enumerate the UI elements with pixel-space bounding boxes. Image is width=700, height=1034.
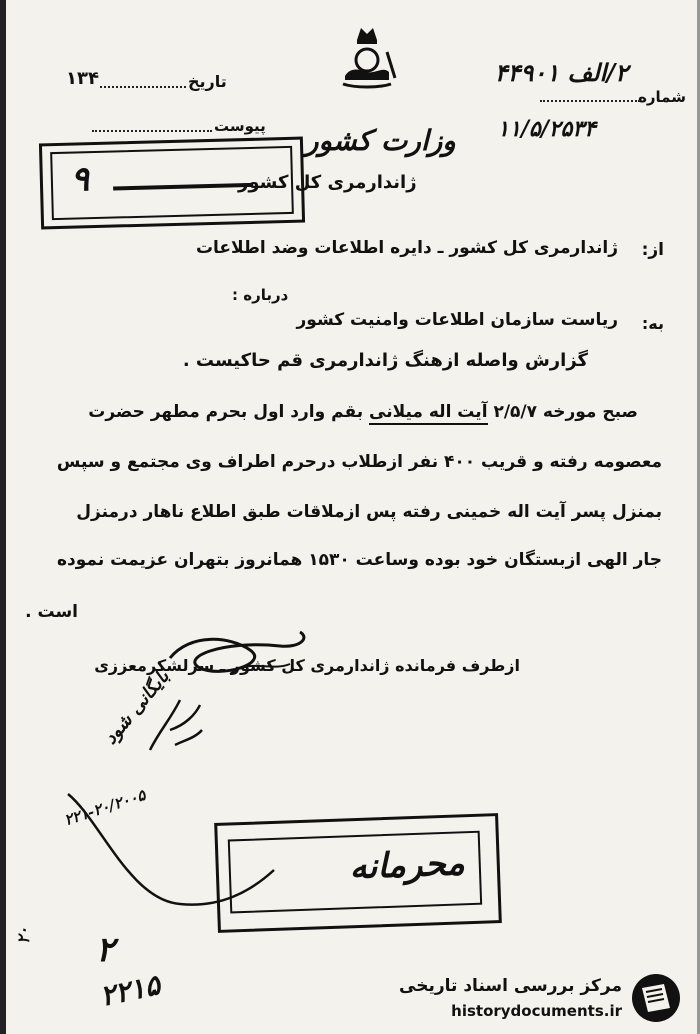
number-date: ۱۱/۵/۲۵۳۴ — [497, 116, 596, 142]
body-line-5: است . — [25, 602, 78, 622]
bottom-stamp — [214, 813, 502, 933]
footer-org-name: مرکز بررسی اسناد تاریخی — [399, 976, 622, 996]
margin-number: ۲۰ — [14, 926, 33, 944]
date-year: ۱۳۴ — [66, 68, 99, 89]
bottom-number-2: ۲۲۱۵ — [97, 968, 163, 1013]
bottom-number: ۲ — [96, 930, 115, 970]
memo-heading: گزارش واصله ازهنگ ژاندارمری قم حاکیست . — [182, 350, 588, 371]
number-dotted-line — [540, 100, 640, 102]
signature-scribble-icon — [160, 628, 320, 688]
attachment-label: پیوست — [214, 117, 266, 135]
top-stamp-text: ۹ — [70, 159, 90, 200]
person-name: آیت اله میلانی — [369, 402, 488, 425]
from-label: از: — [641, 240, 664, 260]
handwritten-initials-icon — [140, 690, 210, 760]
footer-website[interactable]: historydocuments.ir — [451, 1002, 622, 1020]
subject-label: درباره : — [232, 286, 289, 304]
number-value: ۲/الف ۴۴۹۰۱ — [494, 58, 628, 87]
body-line-4: جار الهی ازبستگان خود بوده وساعت ۱۵۳۰ همانروز بتهران عزیمت نموده — [57, 550, 662, 570]
body-line-3: بمنزل پسر آیت اله خمینی رفته پس ازملاقات طبق اطلاع ناهار درمنزل — [76, 502, 662, 522]
bottom-stamp-text: محرمانه — [348, 843, 466, 888]
to-label: به: — [641, 314, 664, 333]
from-value: ژاندارمری کل کشور ـ دایره اطلاعات وضد اطلاعات — [195, 238, 618, 258]
to-value: ریاست سازمان اطلاعات وامنیت کشور — [296, 310, 618, 330]
body-line-1-a: صبح مورخه ۲/۵/۷ — [487, 402, 638, 422]
emblem-icon — [335, 22, 399, 94]
archive-logo-icon — [630, 972, 682, 1024]
attachment-dotted-line — [92, 130, 212, 132]
handwritten-note-archive: بایگانی شود — [100, 666, 174, 749]
date-dotted-line — [100, 86, 186, 88]
body-line-2: معصومه رفته و قریب ۴۰۰ نفر ازطلاب درحرم اطراف وی مجتمع و سپس — [56, 452, 662, 472]
top-stamp — [39, 137, 305, 230]
handwritten-file-number: ۲۲۱-۲۰/۲۰۰۵ — [62, 785, 148, 830]
footer-watermark — [399, 970, 682, 1028]
ministry-name: وزارت کشور — [305, 124, 456, 157]
bottom-stamp-inner — [228, 831, 482, 914]
body-line-1-b: بقم وارد اول بحرم مطهر حضرت — [88, 402, 369, 422]
department-name: ژاندارمری کل کشور — [238, 172, 417, 193]
body-line-1 — [38, 402, 638, 422]
top-stamp-inner — [50, 146, 294, 220]
top-stamp-stroke — [113, 183, 253, 191]
number-label: شماره — [638, 88, 686, 106]
date-label: تاریخ — [188, 72, 227, 91]
signature-line: ازطرف فرمانده ژاندارمری کل کشور ـ سرلشکرمعززی — [94, 656, 520, 675]
